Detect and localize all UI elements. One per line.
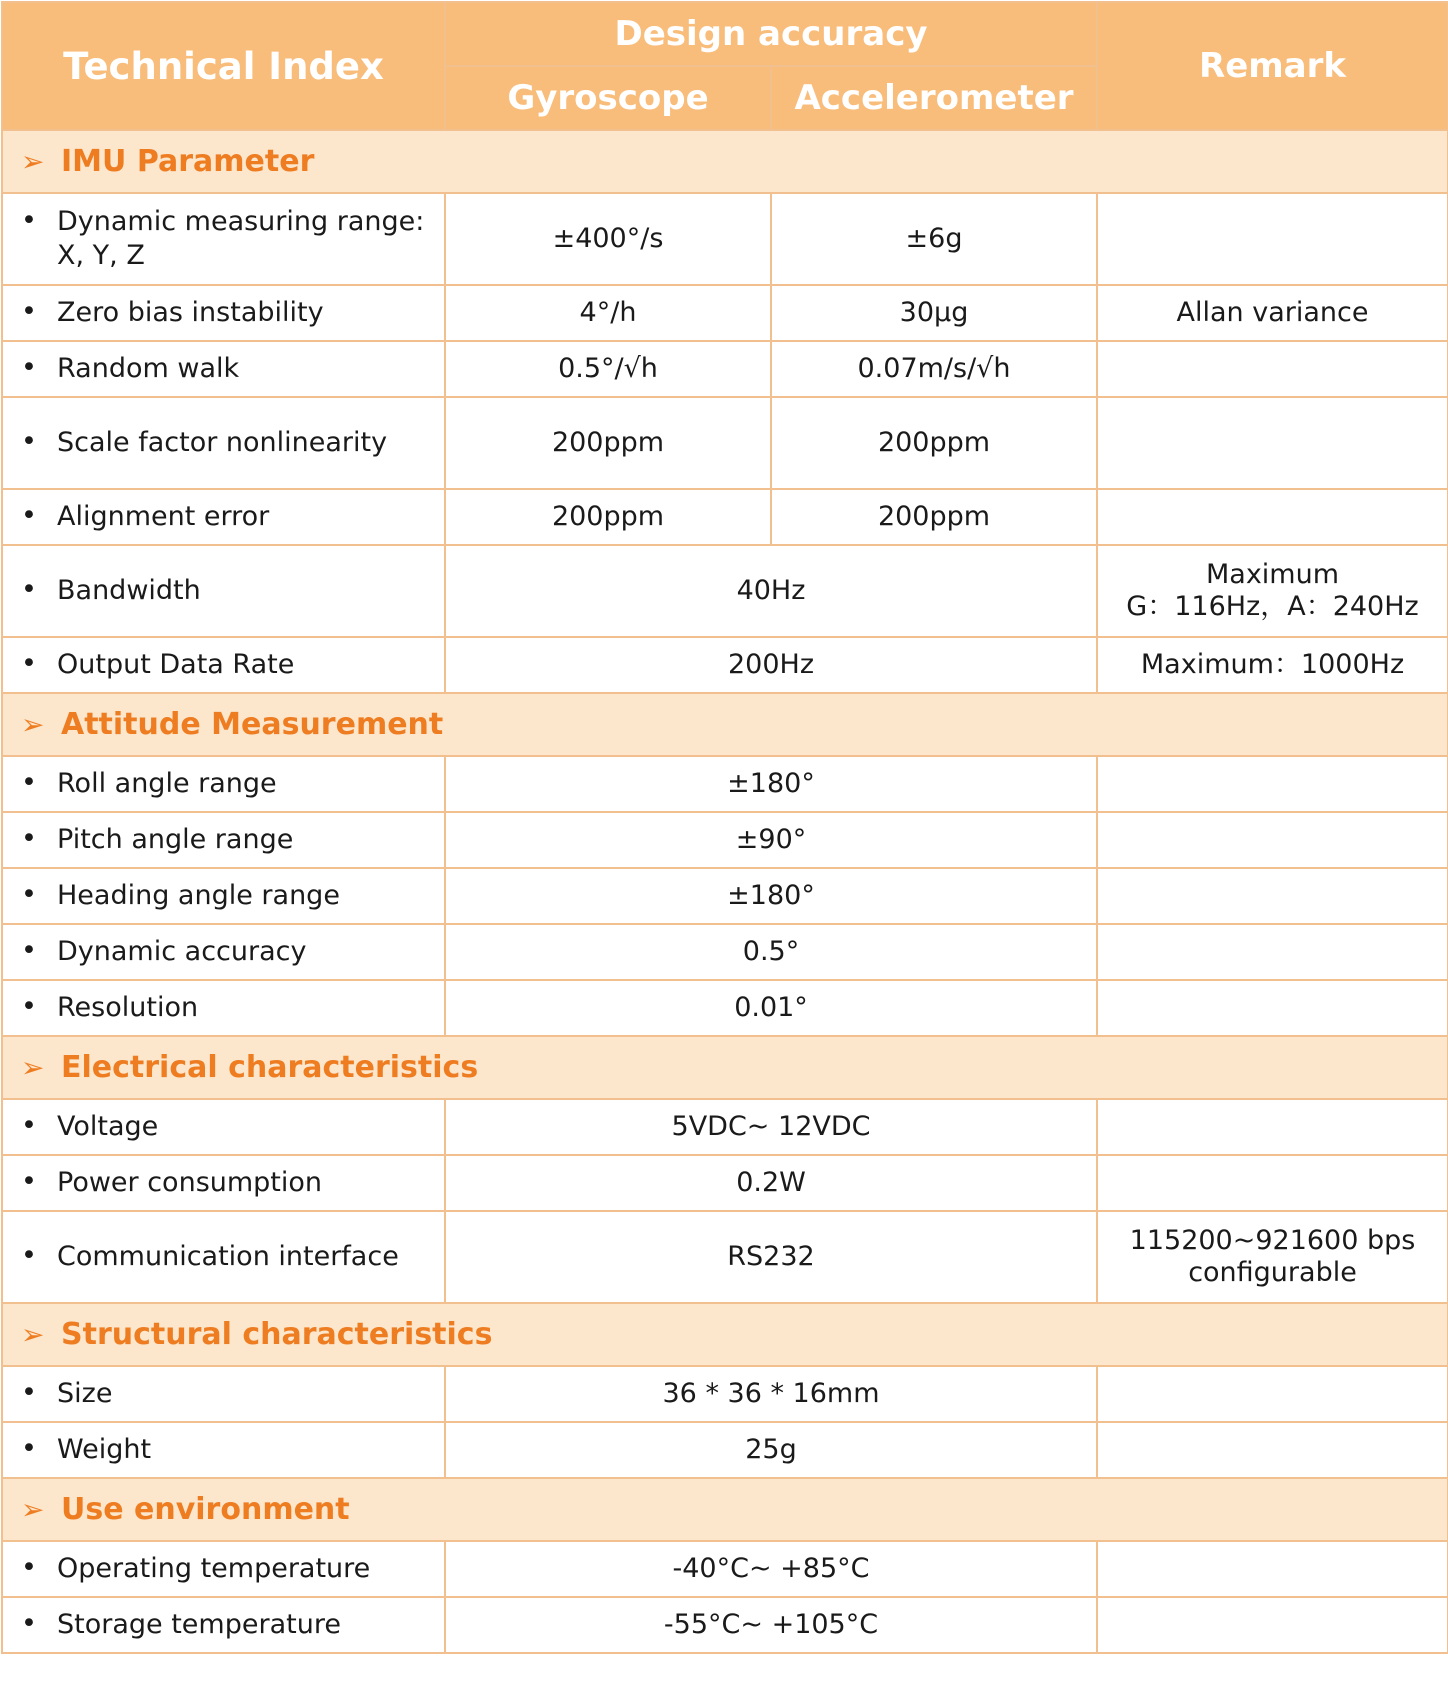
remark-cell — [1097, 924, 1448, 980]
remark-cell — [1097, 1366, 1448, 1422]
chevron-right-icon: ➢ — [21, 1493, 45, 1526]
row-label: Scale factor nonlinearity — [57, 427, 388, 458]
table-row — [2, 980, 1448, 1036]
bullet-icon: • — [21, 426, 37, 457]
section-title: Electrical characteristics — [61, 1050, 479, 1085]
shared-value: 0.5° — [445, 924, 1097, 980]
bullet-icon: • — [21, 823, 37, 854]
header-gyroscope: Gyroscope — [445, 66, 771, 130]
gyro-value: 200ppm — [445, 397, 771, 489]
bullet-icon: • — [21, 767, 37, 798]
bullet-icon: • — [21, 1166, 37, 1197]
row-label: Voltage — [57, 1111, 159, 1142]
header-accelerometer: Accelerometer — [771, 66, 1097, 130]
shared-value: 25g — [445, 1422, 1097, 1478]
remark-cell — [1097, 397, 1448, 489]
row-label: Dynamic accuracy — [57, 936, 307, 967]
shared-value: 36 * 36 * 16mm — [445, 1366, 1097, 1422]
table-row — [2, 637, 1448, 693]
shared-value: ±180° — [445, 868, 1097, 924]
table-row — [2, 341, 1448, 397]
gyro-value: ±400°/s — [445, 193, 771, 285]
gyro-value: 4°/h — [445, 285, 771, 341]
table-row — [2, 1366, 1448, 1422]
row-label: Communication interface — [57, 1241, 399, 1272]
header-technical-index: Technical Index — [2, 2, 445, 130]
bullet-icon: • — [21, 574, 37, 605]
row-label: Dynamic measuring range: — [57, 206, 425, 237]
row-label: Operating temperature — [57, 1553, 371, 1584]
table-row — [2, 1099, 1448, 1155]
table-row — [2, 812, 1448, 868]
section-structural-characteristics — [2, 1303, 1448, 1366]
row-label: Random walk — [57, 353, 240, 384]
table-row — [2, 756, 1448, 812]
table-row — [2, 1422, 1448, 1478]
section-title: Structural characteristics — [61, 1317, 493, 1352]
remark-cell — [1097, 1422, 1448, 1478]
row-label: Pitch angle range — [57, 824, 294, 855]
remark-cell — [1097, 489, 1448, 545]
bullet-icon: • — [21, 352, 37, 383]
remark-line1: 115200~921600 bps — [1129, 1225, 1416, 1256]
remark-cell — [1097, 868, 1448, 924]
remark-line2: configurable — [1188, 1257, 1357, 1288]
shared-value: 0.01° — [445, 980, 1097, 1036]
row-label: Output Data Rate — [57, 649, 295, 680]
accel-value: 0.07m/s/√h — [771, 341, 1097, 397]
bullet-icon: • — [21, 1552, 37, 1583]
chevron-right-icon: ➢ — [21, 1318, 45, 1351]
remark-cell — [1097, 980, 1448, 1036]
remark-line1: Maximum — [1205, 559, 1340, 590]
header-design-accuracy: Design accuracy — [445, 2, 1097, 66]
row-label: Storage temperature — [57, 1609, 341, 1640]
bullet-icon: • — [21, 991, 37, 1022]
remark-cell — [1097, 193, 1448, 285]
row-label: Size — [57, 1378, 113, 1409]
bullet-icon: • — [21, 1377, 37, 1408]
remark-cell — [1097, 756, 1448, 812]
shared-value: 40Hz — [445, 545, 1097, 637]
shared-value: 0.2W — [445, 1155, 1097, 1211]
bullet-icon: • — [21, 205, 37, 236]
gyro-value: 0.5°/√h — [445, 341, 771, 397]
table-row — [2, 1155, 1448, 1211]
bullet-icon: • — [21, 500, 37, 531]
table-row — [2, 1541, 1448, 1597]
remark-cell — [1097, 545, 1448, 637]
bullet-icon: • — [21, 1608, 37, 1639]
table-row — [2, 545, 1448, 637]
bullet-icon: • — [21, 935, 37, 966]
remark-line2: G：116Hz，A：240Hz — [1126, 591, 1419, 622]
remark-cell — [1097, 1211, 1448, 1303]
remark-cell — [1097, 341, 1448, 397]
bullet-icon: • — [21, 1433, 37, 1464]
shared-value: ±180° — [445, 756, 1097, 812]
remark-cell — [1097, 1541, 1448, 1597]
section-title: Use environment — [61, 1492, 350, 1527]
accel-value: ±6g — [771, 193, 1097, 285]
table-row — [2, 1211, 1448, 1303]
table-row — [2, 285, 1448, 341]
table-row — [2, 924, 1448, 980]
chevron-right-icon: ➢ — [21, 1051, 45, 1084]
shared-value: -55°C~ +105°C — [445, 1597, 1097, 1653]
bullet-icon: • — [21, 879, 37, 910]
row-label: Bandwidth — [57, 575, 201, 606]
row-label: Zero bias instability — [57, 297, 324, 328]
shared-value: -40°C~ +85°C — [445, 1541, 1097, 1597]
gyro-value: 200ppm — [445, 489, 771, 545]
accel-value: 30μg — [771, 285, 1097, 341]
accel-value: 200ppm — [771, 489, 1097, 545]
shared-value: 200Hz — [445, 637, 1097, 693]
row-label: Roll angle range — [57, 768, 277, 799]
section-attitude-measurement — [2, 693, 1448, 756]
remark-cell — [1097, 1099, 1448, 1155]
accel-value: 200ppm — [771, 397, 1097, 489]
table-row — [2, 868, 1448, 924]
row-label: Power consumption — [57, 1167, 323, 1198]
table-row — [2, 1597, 1448, 1653]
row-label-line2: X, Y, Z — [57, 240, 145, 271]
section-use-environment — [2, 1478, 1448, 1541]
shared-value: ±90° — [445, 812, 1097, 868]
bullet-icon: • — [21, 296, 37, 327]
table-row — [2, 397, 1448, 489]
bullet-icon: • — [21, 1110, 37, 1141]
section-electrical-characteristics — [2, 1036, 1448, 1099]
row-label: Resolution — [57, 992, 199, 1023]
remark-cell: Maximum：1000Hz — [1097, 637, 1448, 693]
remark-cell — [1097, 1155, 1448, 1211]
chevron-right-icon: ➢ — [21, 145, 45, 178]
section-title: IMU Parameter — [61, 144, 315, 179]
row-label: Heading angle range — [57, 880, 340, 911]
bullet-icon: • — [21, 1240, 37, 1271]
row-label: Alignment error — [57, 501, 270, 532]
table-row — [2, 193, 1448, 285]
shared-value: 5VDC~ 12VDC — [445, 1099, 1097, 1155]
header-remark: Remark — [1097, 2, 1448, 130]
remark-cell — [1097, 812, 1448, 868]
remark-cell — [1097, 1597, 1448, 1653]
section-imu-parameter — [2, 130, 1448, 193]
chevron-right-icon: ➢ — [21, 708, 45, 741]
bullet-icon: • — [21, 648, 37, 679]
remark-cell: Allan variance — [1097, 285, 1448, 341]
shared-value: RS232 — [445, 1211, 1097, 1303]
row-label: Weight — [57, 1434, 152, 1465]
section-title: Attitude Measurement — [61, 707, 444, 742]
table-row — [2, 489, 1448, 545]
spec-table — [1, 1, 1448, 1654]
